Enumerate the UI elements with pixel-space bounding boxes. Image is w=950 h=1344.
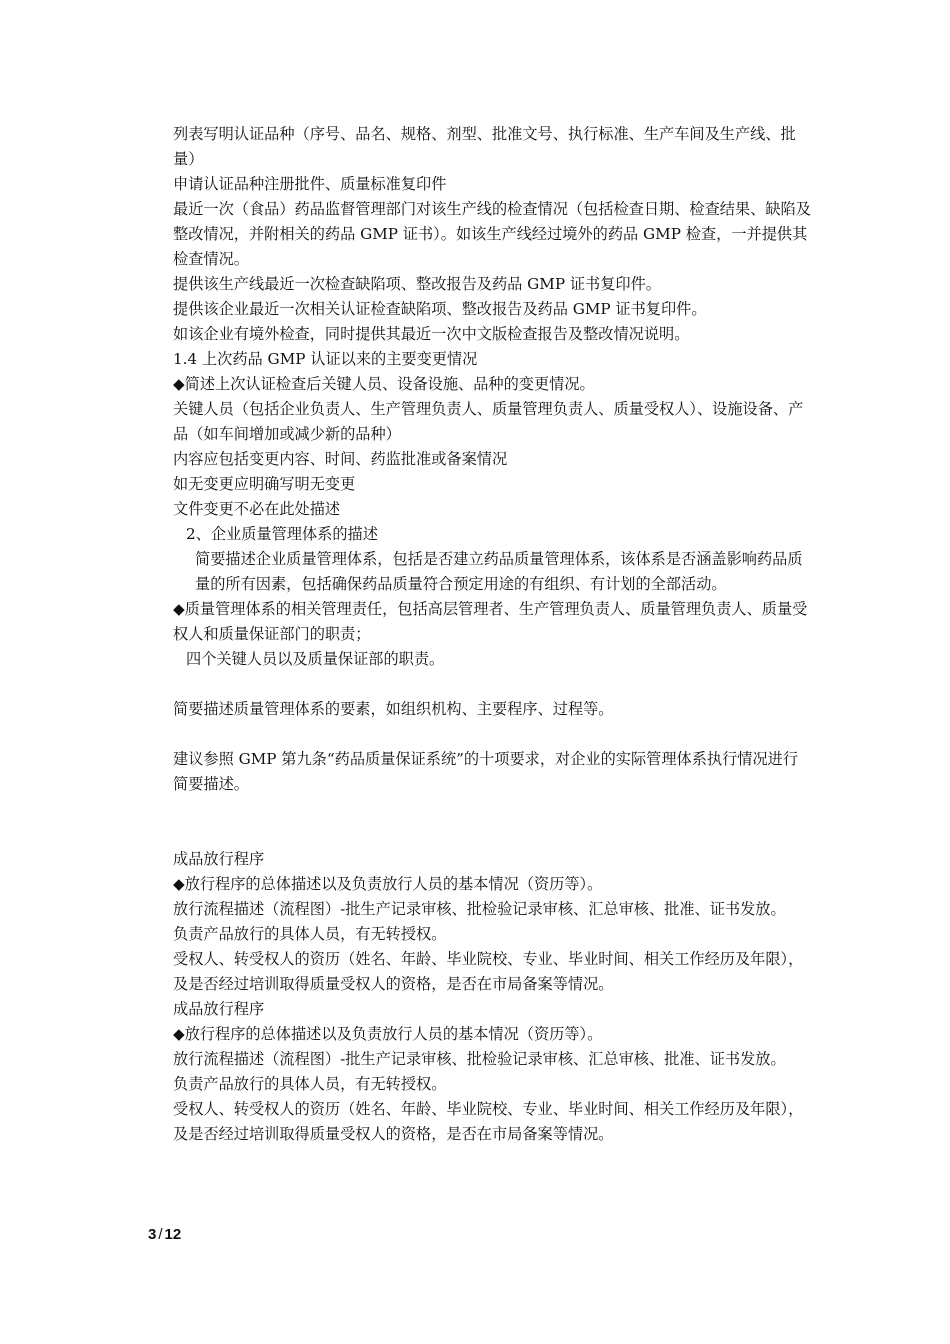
paragraph-24: 受权人、转受权人的资历（姓名、年龄、毕业院校、专业、毕业时间、相关工作经历及年限），及是否经过培训取得质量受权人的资格，是否在市局备案等情况。 <box>173 1100 804 1143</box>
paragraph-23: 负责产品放行的具体人员，有无转授权。 <box>173 1075 447 1093</box>
paragraph-1: 列表写明认证品种（序号、品名、规格、剂型、批准文号、执行标准、生产车间及生产线、批量） <box>173 125 796 168</box>
paragraph-19: 负责产品放行的具体人员，有无转授权。 <box>173 925 447 943</box>
page-number-current: 3 <box>148 1226 157 1243</box>
paragraph-20: 受权人、转受权人的资历（姓名、年龄、毕业院校、专业、毕业时间、相关工作经历及年限），及是否经过培训取得质量受权人的资格，是否在市局备案等情况。 <box>173 950 804 993</box>
paragraph-7: ◆简述上次认证检查后关键人员、设备设施、品种的变更情况。 <box>173 375 595 393</box>
section-heading-1-4: 1.4 上次药品 GMP 认证以来的主要变更情况 <box>173 350 478 368</box>
release-heading-2: 成品放行程序 <box>173 1000 265 1018</box>
paragraph-21: ◆放行程序的总体描述以及负责放行人员的基本情况（资历等）。 <box>173 1025 603 1043</box>
paragraph-17: ◆放行程序的总体描述以及负责放行人员的基本情况（资历等）。 <box>173 875 603 893</box>
paragraph-4: 提供该生产线最近一次检查缺陷项、整改报告及药品 GMP 证书复印件。 <box>173 275 661 293</box>
paragraph-8: 关键人员（包括企业负责人、生产管理负责人、质量管理负责人、质量受权人）、设施设备、产品（如车间增加或减少新的品种） <box>173 400 804 443</box>
document-body <box>173 122 813 1147</box>
page-number-total: 12 <box>164 1226 182 1243</box>
paragraph-22: 放行流程描述（流程图）-批生产记录审核、批检验记录审核、汇总审核、批准、证书发放。 <box>173 1050 786 1068</box>
paragraph-11: 文件变更不必在此处描述 <box>173 500 341 518</box>
paragraph-9: 内容应包括变更内容、时间、药监批准或备案情况 <box>173 450 508 468</box>
paragraph-5: 提供该企业最近一次相关认证检查缺陷项、整改报告及药品 GMP 证书复印件。 <box>173 300 707 318</box>
page-number-separator: / <box>158 1226 163 1243</box>
release-heading-1: 成品放行程序 <box>173 850 265 868</box>
section-heading-2: 2、企业质量管理体系的描述 <box>186 525 378 543</box>
paragraph-15: 简要描述质量管理体系的要素，如组织机构、主要程序、过程等。 <box>173 700 614 718</box>
paragraph-18: 放行流程描述（流程图）-批生产记录审核、批检验记录审核、汇总审核、批准、证书发放。 <box>173 900 786 918</box>
paragraph-12: 简要描述企业质量管理体系，包括是否建立药品质量管理体系，该体系是否涵盖影响药品质量的所有因素，包括确保药品质量符合预定用途的有组织、有计划的全部活动。 <box>195 550 803 593</box>
paragraph-13: ◆质量管理体系的相关管理责任，包括高层管理者、生产管理负责人、质量管理负责人、质量受权人和质量保证部门的职责； <box>173 600 808 643</box>
paragraph-10: 如无变更应明确写明无变更 <box>173 475 356 493</box>
paragraph-6: 如该企业有境外检查，同时提供其最近一次中文版检查报告及整改情况说明。 <box>173 325 690 343</box>
page-number <box>148 1226 181 1243</box>
paragraph-3: 最近一次（食品）药品监督管理部门对该生产线的检查情况（包括检查日期、检查结果、缺陷及整改情况，并附相关的药品 GMP 证书）。如该生产线经过境外的药品 GMP 检查，一并提供其检查情况。 <box>173 200 811 268</box>
paragraph-14: 四个关键人员以及质量保证部的职责。 <box>186 650 445 668</box>
paragraph-16: 建议参照 GMP 第九条“药品质量保证系统”的十项要求，对企业的实际管理体系执行情况进行简要描述。 <box>173 750 799 793</box>
paragraph-2: 申请认证品种注册批件、质量标准复印件 <box>173 175 447 193</box>
